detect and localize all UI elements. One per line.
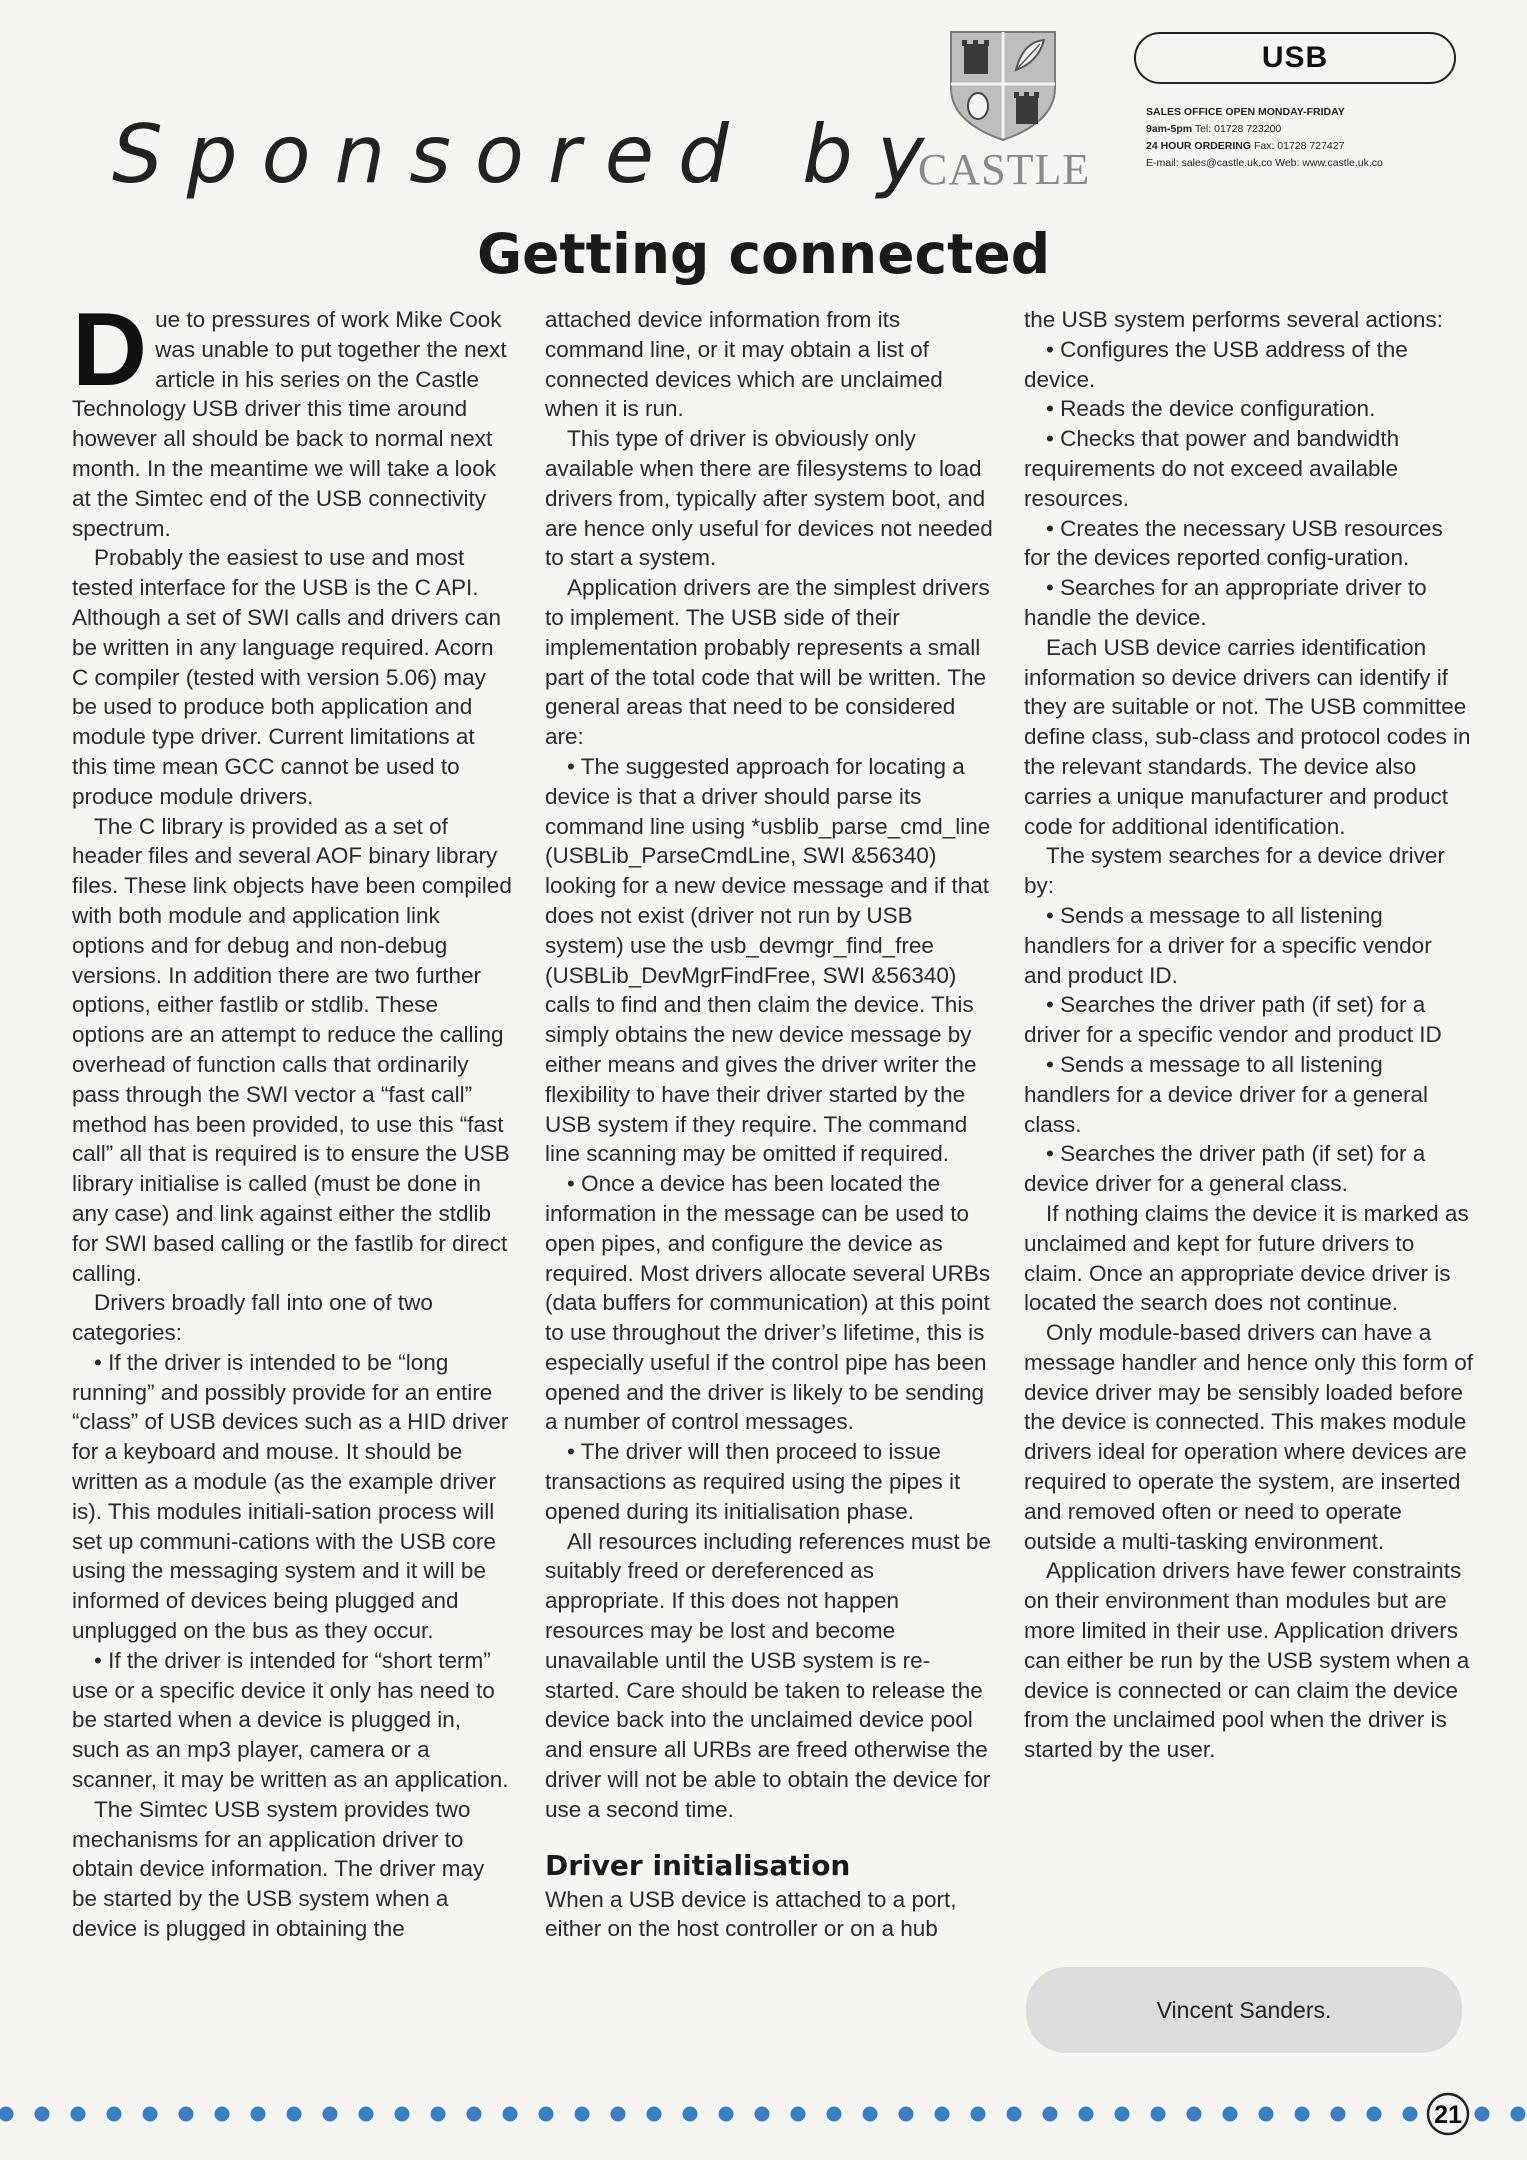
footer-dot	[647, 2107, 662, 2122]
footer-dot	[575, 2107, 590, 2122]
footer-dot	[1187, 2107, 1202, 2122]
footer-dot	[719, 2107, 734, 2122]
castle-shield-icon	[918, 26, 1088, 144]
contact-email-web: E-mail: sales@castle.uk.co Web: www.castle.uk.co	[1146, 157, 1383, 169]
footer-dot	[323, 2107, 338, 2122]
footer-dot	[431, 2107, 446, 2122]
footer-dot	[179, 2107, 194, 2122]
sponsored-by-heading: Sponsored by	[112, 108, 949, 201]
footer-dot	[359, 2107, 374, 2122]
bullet-item: • Sends a message to all listening handlers for a driver for a specific vendor and product ID.	[1024, 902, 1432, 988]
bullet-item: • Once a device has been located the information in the message can be used to open pipes, and configure the device as required. Most drivers allocate several URBs (data buffers for communication) at this point to use throughout the driver’s lifetime, this is especially useful if the control pipe has been opened and the driver is likely to be sending a number of control messages.	[545, 1171, 991, 1435]
bullet-item: • Searches the driver path (if set) for a driver for a specific vendor and product ID	[1024, 992, 1442, 1048]
footer-dot	[827, 2107, 842, 2122]
paragraph: Application drivers are the simplest drivers to implement. The USB side of their implementation probably represents a small part of the total code that will be written. The general areas that need to be considered are:	[545, 575, 990, 750]
paragraph: All resources including references must be suitably freed or dereferenced as appropriate. If this does not happen resources may be lost and become unavailable until the USB system is re-started. Care should be taken to release the device back into the unclaimed device pool and ensure all URBs are freed otherwise the driver will not be able to obtain the device for use a second time.	[545, 1528, 991, 1822]
contact-fax: 24 HOUR ORDERING Fax: 01728 727427	[1146, 140, 1345, 152]
footer-dot	[1475, 2107, 1490, 2122]
footer-dot	[287, 2107, 302, 2122]
page-number: 21	[1434, 2101, 1462, 2129]
footer-dot	[1007, 2107, 1022, 2122]
paragraph: If nothing claims the device it is marked as unclaimed and kept for future drivers to claim. Once an appropriate device driver is located the search does not continue.	[1024, 1200, 1469, 1316]
footer-dot	[1367, 2107, 1382, 2122]
bullet-item: • Configures the USB address of the device.	[1024, 336, 1408, 392]
footer-dot	[251, 2107, 266, 2122]
bullet-item: • Searches the driver path (if set) for a device driver for a general class.	[1024, 1141, 1426, 1197]
contact-hours-heading: SALES OFFICE OPEN MONDAY-FRIDAY	[1146, 106, 1345, 118]
topic-badge: USB	[1134, 32, 1456, 84]
footer-dot	[215, 2107, 230, 2122]
footer-dot	[791, 2107, 806, 2122]
paragraph: Each USB device carries identification information so device drivers can identify if they are suitable or not. The USB committee define class, sub-class and protocol codes in the relevant standards. The device also carries a unique manufacturer and product code for additional identification.	[1024, 634, 1471, 839]
footer-dot	[467, 2107, 482, 2122]
bullet-item: • The suggested approach for locating a device is that a driver should parse its command line using *usblib_parse_cmd_line (USBLib_ParseCmdLine, SWI &56340) looking for a new device message and if that does not exist (driver not run by USB system) use the usb_devmgr_find_free (USBLib_DevMgrFindFree, SWI &56340) calls to find and then claim the device. This simply obtains the new device message by either means and gives the driver writer the flexibility to have their driver started by the USB system if they require. The command line scanning may be omitted if required.	[545, 753, 991, 1167]
article-column-2	[545, 305, 995, 1944]
footer-dot	[107, 2107, 122, 2122]
bullet-item: • If the driver is intended to be “long running” and possibly provide for an entire “class” of USB devices such as a HID driver for a keyboard and mouse. It should be written as a module (as the example driver is). This modules initiali-sation process will set up communi-cations with the USB core using the messaging system and it will be informed of devices being plugged and unplugged on the bus as they occur.	[72, 1349, 509, 1644]
intro-paragraph: Due to pressures of work Mike Cook was unable to put together the next article in his series on the Castle Technology USB driver this time around however all should be back to normal next month. In the meantime we will take a look at the Simtec end of the USB connectivity spectrum.	[72, 292, 507, 541]
footer-dot	[899, 2107, 914, 2122]
footer-dot	[683, 2107, 698, 2122]
bullet-item: • If the driver is intended for “short term” use or a specific device it only has need to be started when a device is plugged in, such as an mp3 player, camera or a scanner, it may be written as an application.	[72, 1647, 509, 1793]
footer-dot	[395, 2107, 410, 2122]
paragraph: This type of driver is obviously only available when there are filesystems to load drivers from, typically after system boot, and are hence only useful for devices not needed to start a system.	[545, 426, 993, 571]
footer-dot	[35, 2107, 50, 2122]
paragraph: The Simtec USB system provides two mechanisms for an application driver to obtain device information. The driver may be started by the USB system when a device is plugged in obtaining the	[72, 1796, 485, 1942]
bullet-item: • Reads the device configuration.	[1046, 396, 1376, 422]
author-signature: Vincent Sanders.	[1026, 1967, 1462, 2053]
bullet-item: • Sends a message to all listening handlers for a device driver for a general class.	[1024, 1051, 1428, 1137]
footer-dot	[1403, 2107, 1418, 2122]
bullet-item: • Creates the necessary USB resources for the devices reported config-uration.	[1024, 515, 1443, 571]
footer-dot	[755, 2107, 770, 2122]
footer-dot	[1151, 2107, 1166, 2122]
footer-dot	[1079, 2107, 1094, 2122]
article-column-1	[72, 292, 512, 1944]
footer-dot	[539, 2107, 554, 2122]
paragraph: Only module-based drivers can have a message handler and hence only this form of device driver may be sensibly loaded before the device is connected. This makes module drivers ideal for operation where devices are required to operate the system, are inserted and removed often or need to operate outside a multi-tasking environment.	[1024, 1320, 1474, 1554]
paragraph: Drivers broadly fall into one of two categories:	[72, 1290, 433, 1346]
footer-dot	[863, 2107, 878, 2122]
paragraph: When a USB device is attached to a port, either on the host controller or on a hub	[545, 1886, 957, 1942]
paragraph: Probably the easiest to use and most tested interface for the USB is the C API. Although a set of SWI calls and drivers can be written in any language required. Acorn C compiler (tested with version 5.06) may be used to produce both application and module type driver. Current limitations at this time mean GCC cannot be used to produce module drivers.	[72, 545, 501, 809]
bullet-item: • Searches for an appropriate driver to handle the device.	[1024, 575, 1427, 630]
footer-dot	[935, 2107, 950, 2122]
footer-dot	[1295, 2107, 1310, 2122]
footer-dot-rule	[0, 2088, 1527, 2138]
footer-dot	[1115, 2107, 1130, 2122]
footer-dot	[1223, 2107, 1238, 2122]
footer-dot	[611, 2107, 626, 2122]
footer-dot	[1331, 2107, 1346, 2122]
drop-cap: D	[72, 292, 148, 408]
paragraph: the USB system performs several actions:	[1024, 307, 1443, 332]
bullet-item: • Checks that power and bandwidth requirements do not exceed available resources.	[1024, 426, 1400, 511]
paragraph: attached device information from its command line, or it may obtain a list of connected devices which are unclaimed when it is run.	[545, 307, 943, 422]
sales-contact-info	[1146, 104, 1383, 172]
paragraph: The system searches for a device driver by:	[1024, 843, 1445, 899]
paragraph: Application drivers have fewer constraints on their environment than modules but are more limited in their use. Application drivers can either be run by the USB system when a device is connected or can claim the device from the unclaimed pool when the driver is started by the user.	[1024, 1558, 1470, 1763]
footer-dot	[503, 2107, 518, 2122]
footer-dot	[1259, 2107, 1274, 2122]
article-column-3	[1024, 305, 1474, 1765]
footer-dot	[1043, 2107, 1058, 2122]
footer-dot	[971, 2107, 986, 2122]
footer-dot	[71, 2107, 86, 2122]
paragraph: The C library is provided as a set of header files and several AOF binary library files. These link objects have been compiled with both module and application link options and for debug and non-debug versions. In addition there are two further options, either fastlib or stdlib. These options are an attempt to reduce the calling overhead of function calls that ordinarily pass through the SWI vector a “fast call” method has been provided, to use this “fast call” all that is required is to ensure the USB library initialise is called (must be done in any case) and link against either the stdlib for SWI based calling or the fastlib for direct calling.	[72, 813, 512, 1286]
article-title: Getting connected	[476, 222, 1051, 286]
footer-dot	[0, 2107, 14, 2122]
footer-dot	[1511, 2107, 1526, 2122]
contact-telephone: 9am-5pm Tel: 01728 723200	[1146, 123, 1282, 135]
castle-logo	[918, 26, 1091, 194]
footer-dot	[143, 2107, 158, 2122]
bullet-item: • The driver will then proceed to issue transactions as required using the pipes it opened during its initialisation phase.	[545, 1439, 961, 1524]
castle-logo-text: CASTLE	[918, 145, 1091, 194]
section-subheading: Driver initialisation	[545, 1848, 851, 1882]
